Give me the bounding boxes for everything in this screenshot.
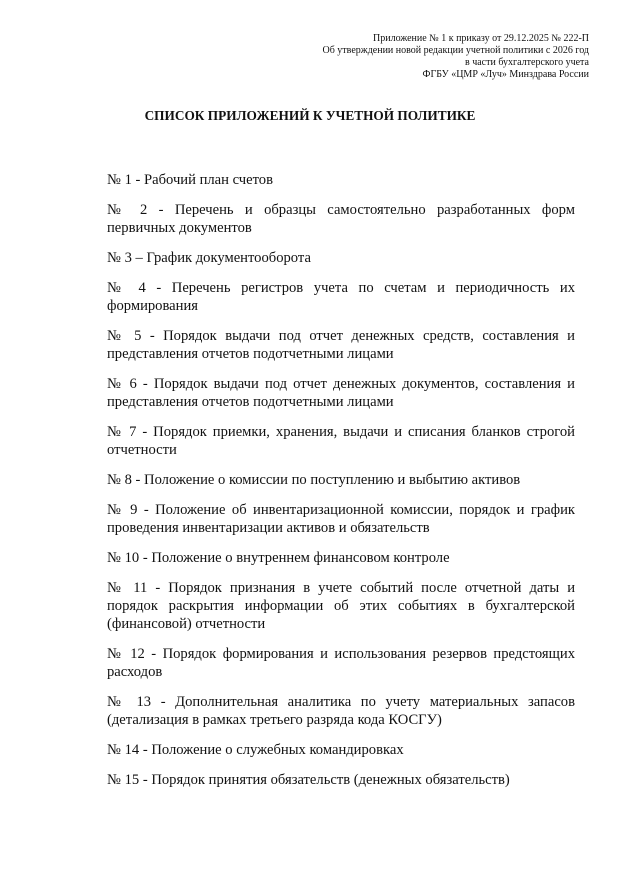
- list-item: № 9 - Положение об инвентаризационной комиссии, порядок и график проведения инвентаризации активов и обязательств: [107, 502, 575, 536]
- list-item: № 15 - Порядок принятия обязательств (денежных обязательств): [107, 772, 510, 788]
- list-item: № 5 - Порядок выдачи под отчет денежных средств, составления и представления отчетов подотчетными лицами: [107, 328, 575, 362]
- header-line: в части бухгалтерского учета: [464, 57, 589, 68]
- list-item: № 11 - Порядок признания в учете событий после отчетной даты и порядок раскрытия информации об этих событиях в бухгалтерской (финансовой) отчетности: [107, 580, 575, 632]
- list-item: № 3 – График документооборота: [107, 250, 311, 266]
- list-item: № 14 - Положение о служебных командировках: [107, 742, 404, 758]
- list-item: № 2 - Перечень и образцы самостоятельно разработанных форм первичных документов: [107, 202, 575, 236]
- list-item: № 6 - Порядок выдачи под отчет денежных документов, составления и представления отчетов подотчетными лицами: [107, 376, 575, 410]
- list-item: № 13 - Дополнительная аналитика по учету материальных запасов (детализация в рамках третьего разряда кода КОСГУ): [107, 694, 575, 728]
- header-line: Об утверждении новой редакции учетной политики с 2026 год: [322, 45, 589, 56]
- list-item: № 8 - Положение о комиссии по поступлению и выбытию активов: [107, 472, 521, 488]
- appendix-list: [107, 171, 575, 801]
- header-line: Приложение № 1 к приказу от 29.12.2025 № 222-П: [373, 33, 589, 44]
- list-item: № 12 - Порядок формирования и использования резервов предстоящих расходов: [107, 646, 575, 680]
- document-header: [323, 33, 590, 81]
- header-line: ФГБУ «ЦМР «Луч» Минздрава России: [422, 69, 589, 80]
- list-item: № 1 - Рабочий план счетов: [107, 172, 273, 188]
- page-title: СПИСОК ПРИЛОЖЕНИЙ К УЧЕТНОЙ ПОЛИТИКЕ: [144, 108, 476, 123]
- list-item: № 10 - Положение о внутреннем финансовом контроле: [107, 550, 450, 566]
- list-item: № 4 - Перечень регистров учета по счетам и периодичность их формирования: [107, 280, 575, 314]
- list-item: № 7 - Порядок приемки, хранения, выдачи и списания бланков строгой отчетности: [107, 424, 575, 458]
